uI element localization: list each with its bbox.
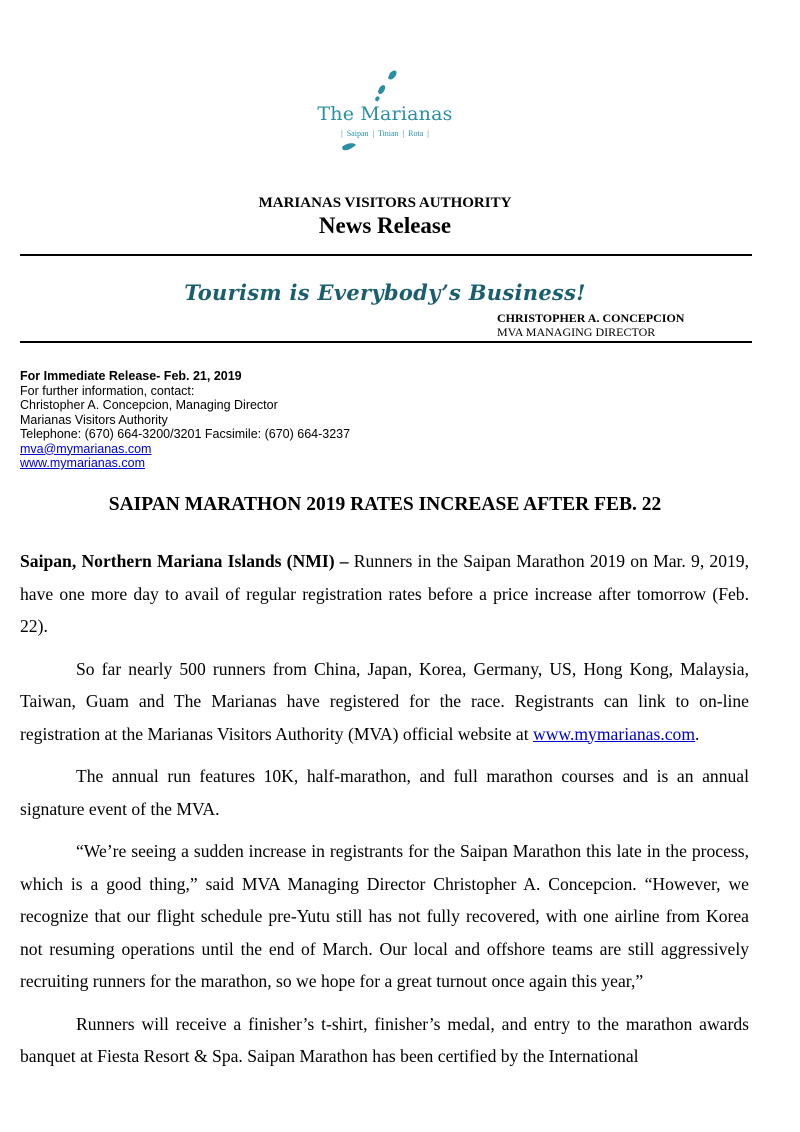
doc-type: News Release [318, 213, 452, 238]
marianas-logo [310, 55, 460, 167]
logo-islands: | Saipan | Tinian | Rota | [341, 129, 429, 138]
paragraph-2 [20, 653, 749, 751]
headline: SAIPAN MARATHON 2019 RATES INCREASE AFTER FEB. 22 [108, 494, 662, 515]
contact-phone: Telephone: (670) 664-3200/3201 Facsimile: (670) 664-3237 [20, 427, 351, 441]
website-link[interactable]: www.mymarianas.com [20, 456, 146, 470]
paragraph-2-end: . [695, 723, 700, 744]
signatory-name: CHRISTOPHER A. CONCEPCION [497, 311, 685, 325]
tagline: Tourism is Everybody’s Business! [184, 280, 586, 305]
release-date: For Immediate Release- Feb. 21, 2019 [20, 369, 242, 383]
paragraph-1 [20, 545, 749, 643]
signatory-title: MVA MANAGING DIRECTOR [497, 325, 656, 339]
dateline: Saipan, Northern Mariana Islands (NMI) – [20, 551, 349, 571]
email-link[interactable]: mva@mymarianas.com [20, 441, 152, 456]
org-name: MARIANAS VISITORS AUTHORITY [258, 195, 512, 211]
header-rule-top [20, 254, 752, 256]
contact-block [20, 369, 350, 471]
body-website-link[interactable]: www.mymarianas.com [532, 723, 696, 744]
paragraph-1-text: Runners in the Saipan Marathon 2019 on Mar. 9, 2019, have one more day to avail of regular registration rates before a price increase after tomorrow (Feb. 22). [20, 551, 750, 636]
logo-title: The Marianas [317, 103, 453, 125]
paragraph-4: “We’re seeing a sudden increase in registrants for the Saipan Marathon this late in the process, which is a good thing,” said MVA Managing Director Christopher A. Concepcion. “However, we recognize that our flight schedule pre-Yutu still has not fully recovered, with one airline from Korea not resuming operations until the end of March. Our local and offshore teams are still aggressively recruiting runners for the marathon, so we hope for a great turnout once again this year,” [20, 841, 749, 991]
article-body [20, 545, 749, 1083]
contact-org: Marianas Visitors Authority [20, 412, 168, 427]
header-rule-bottom [20, 341, 752, 343]
further-info: For further information, contact: [20, 383, 195, 398]
paragraph-3: The annual run features 10K, half-marathon, and full marathon courses and is an annual signature event of the MVA. [20, 766, 749, 819]
paragraph-2-text: So far nearly 500 runners from China, Japan, Korea, Germany, US, Hong Kong, Malaysia, Taiwan, Guam and The Marianas have registered for the race. Registrants can link to on-line registration at the Marianas Visitors Authority (MVA) official website at [20, 658, 749, 744]
paragraph-5: Runners will receive a finisher’s t-shirt, finisher’s medal, and entry to the marathon awards banquet at Fiesta Resort & Spa. Saipan Marathon has been certified by the International [20, 1013, 749, 1066]
contact-person: Christopher A. Concepcion, Managing Director [20, 398, 278, 412]
